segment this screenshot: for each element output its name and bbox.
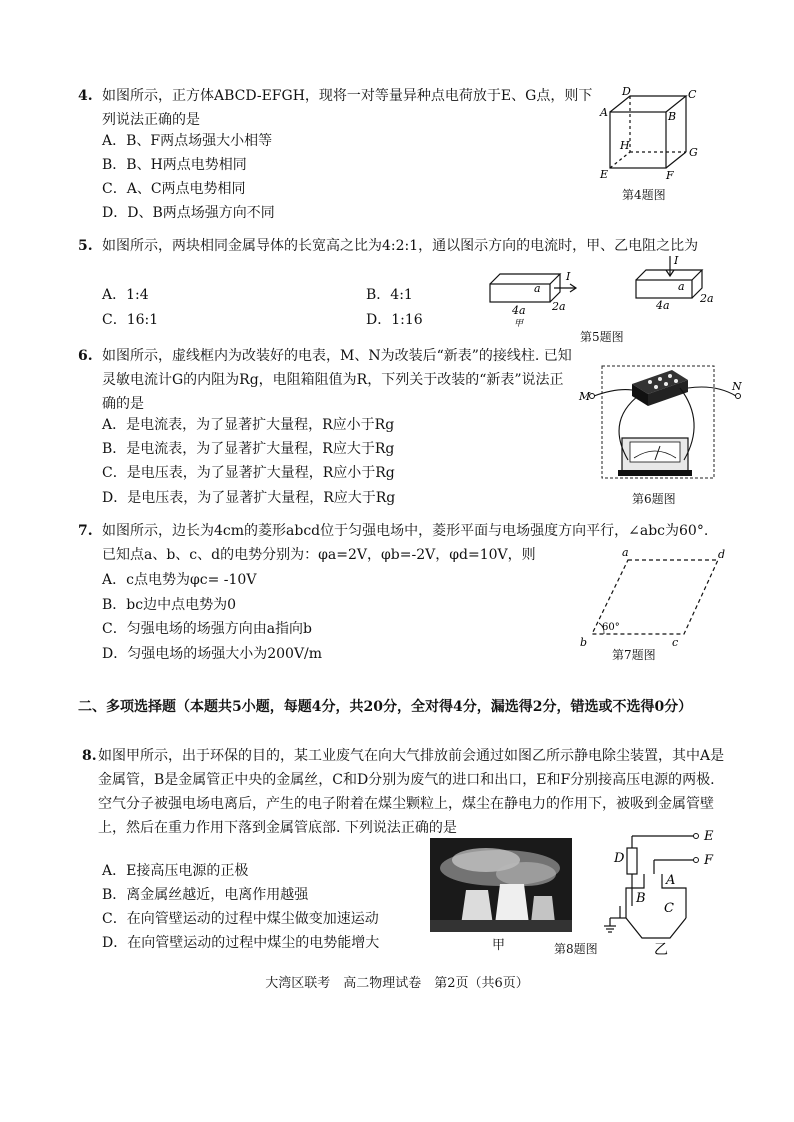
- label-d: D: [614, 851, 625, 866]
- option-c: C．是电压表，为了显著扩大量程，R应小于Rg: [102, 465, 395, 481]
- option-d: D．1:16: [366, 312, 423, 328]
- option-b: B．4:1: [366, 287, 413, 303]
- label-yi: 乙: [654, 942, 668, 958]
- conductor-figure-yi: [630, 254, 714, 310]
- option-a: A．c点电势为φc= -10V: [102, 572, 257, 588]
- caption-q4: 第4题图: [622, 188, 666, 202]
- caption-q6: 第6题图: [632, 492, 676, 506]
- label-a: A: [666, 873, 676, 888]
- question-stem: 如图所示，正方体ABCD-EFGH，现将一对等量异种点电荷放于E、G点，则下列说法正确的是: [102, 88, 593, 128]
- option-a: A．E接高压电源的正极: [102, 863, 249, 879]
- current-label-yi: I: [674, 254, 679, 267]
- resistance-box: [632, 370, 688, 406]
- caption-q5: 第5题图: [580, 330, 624, 344]
- length-label-jia: 4a: [512, 304, 526, 317]
- label-n: N: [732, 380, 742, 393]
- option-a: A．1:4: [102, 287, 149, 303]
- question-number: 5.: [78, 238, 93, 254]
- option-b: B．是电流表，为了显著扩大量程，R应大于Rg: [102, 441, 395, 457]
- section-2-heading: 二、多项选择题（本题共5小题，每题4分，共20分，全对得4分，漏选得2分，错选或不选得0分）: [78, 699, 693, 715]
- label-b: b: [580, 636, 588, 649]
- label-b: B: [636, 891, 646, 906]
- page-footer: 大湾区联考 高二物理试卷 第2页（共6页）: [265, 976, 529, 991]
- width-label-yi: 2a: [700, 292, 714, 305]
- mark-jia: 甲: [514, 319, 524, 328]
- label-e: E: [704, 829, 714, 844]
- label-m: M: [579, 390, 591, 403]
- label-d: d: [718, 548, 726, 561]
- option-a: A．是电流表，为了显著扩大量程，R应小于Rg: [102, 417, 395, 433]
- galvanometer: [618, 438, 692, 476]
- conductor-figure-jia: [482, 262, 586, 328]
- option-c: C．在向管壁运动的过程中煤尘做变加速运动: [102, 911, 379, 927]
- caption-q8: 第8题图: [554, 942, 598, 956]
- option-b: B．B、H两点电势相同: [102, 157, 247, 173]
- option-d: D．在向管壁运动的过程中煤尘的电势能增大: [102, 935, 380, 951]
- terminal-n: [736, 394, 741, 399]
- question-stem: 如图所示，边长为4cm的菱形abcd位于匀强电场中，菱形平面与电场强度方向平行，∠abc为60°. 已知点a、b、c、d的电势分别为：φa=2V，φb=-2V，φd=10V，则: [102, 523, 709, 563]
- option-a: A．B、F两点场强大小相等: [102, 133, 273, 149]
- angle-label: 60°: [602, 622, 620, 633]
- current-label-jia: I: [566, 270, 571, 283]
- label-f: F: [704, 853, 714, 868]
- question-stem: 如图所示，两块相同金属导体的长宽高之比为4:2:1，通以图示方向的电流时，甲、乙电阻之比为: [102, 238, 699, 254]
- length-label-yi: 4a: [656, 299, 670, 310]
- caption-q7: 第7题图: [612, 648, 656, 662]
- option-c: C．A、C两点电势相同: [102, 181, 246, 197]
- question-number: 6.: [78, 348, 93, 364]
- meter-figure: [576, 362, 744, 494]
- question-number: 7.: [78, 523, 93, 539]
- label-c: C: [688, 88, 697, 101]
- option-b: B．bc边中点电势为0: [102, 597, 236, 613]
- label-c: c: [672, 636, 679, 649]
- height-label-yi: a: [678, 280, 685, 293]
- width-label-jia: 2a: [552, 300, 566, 313]
- label-jia: 甲: [492, 938, 506, 953]
- option-d: D．匀强电场的场强大小为200V/m: [102, 646, 323, 662]
- label-b: B: [668, 110, 677, 123]
- height-label-jia: a: [534, 282, 541, 295]
- label-h: H: [620, 139, 630, 152]
- option-b: B．离金属丝越近，电离作用越强: [102, 887, 309, 903]
- option-d: D．D、B两点场强方向不同: [102, 205, 275, 221]
- rhombus-figure: [572, 546, 732, 650]
- label-g: G: [689, 146, 698, 159]
- label-f: F: [666, 169, 674, 182]
- option-c: C．匀强电场的场强方向由a指向b: [102, 621, 313, 637]
- label-a: A: [600, 106, 608, 119]
- label-e: E: [600, 168, 609, 181]
- option-c: C．16:1: [102, 312, 159, 328]
- label-d: D: [622, 86, 631, 98]
- cube-figure: [596, 86, 706, 196]
- question-stem: 如图甲所示，出于环保的目的，某工业废气在向大气排放前会通过如图乙所示静电除尘装置，其中A是金属管，B是金属管正中央的金属丝，C和D分别为废气的进口和出口，E和F分别接高压电源的两极. 空气分子被强电场电离后，产生的电子附着在煤尘颗粒上，煤尘在静电力的作用下，被吸到金属管壁上，然后在重力作用下落到金属管底部. 下列说法正确的是: [98, 748, 725, 836]
- precipitator-diagram-yi: [596, 826, 726, 958]
- question-stem: 如图所示，虚线框内为改装好的电表，M、N为改装后“新表”的接线柱. 已知灵敏电流计G的内阻为Rg，电阻箱阻值为R，下列关于改装的“新表”说法正确的是: [102, 348, 572, 412]
- option-d: D．是电压表，为了显著扩大量程，R应大于Rg: [102, 490, 396, 506]
- question-number: 4.: [78, 88, 93, 104]
- question-number: 8.: [82, 748, 97, 764]
- factory-photo-jia: [430, 838, 572, 932]
- label-c: C: [664, 901, 674, 916]
- label-a: a: [622, 546, 629, 559]
